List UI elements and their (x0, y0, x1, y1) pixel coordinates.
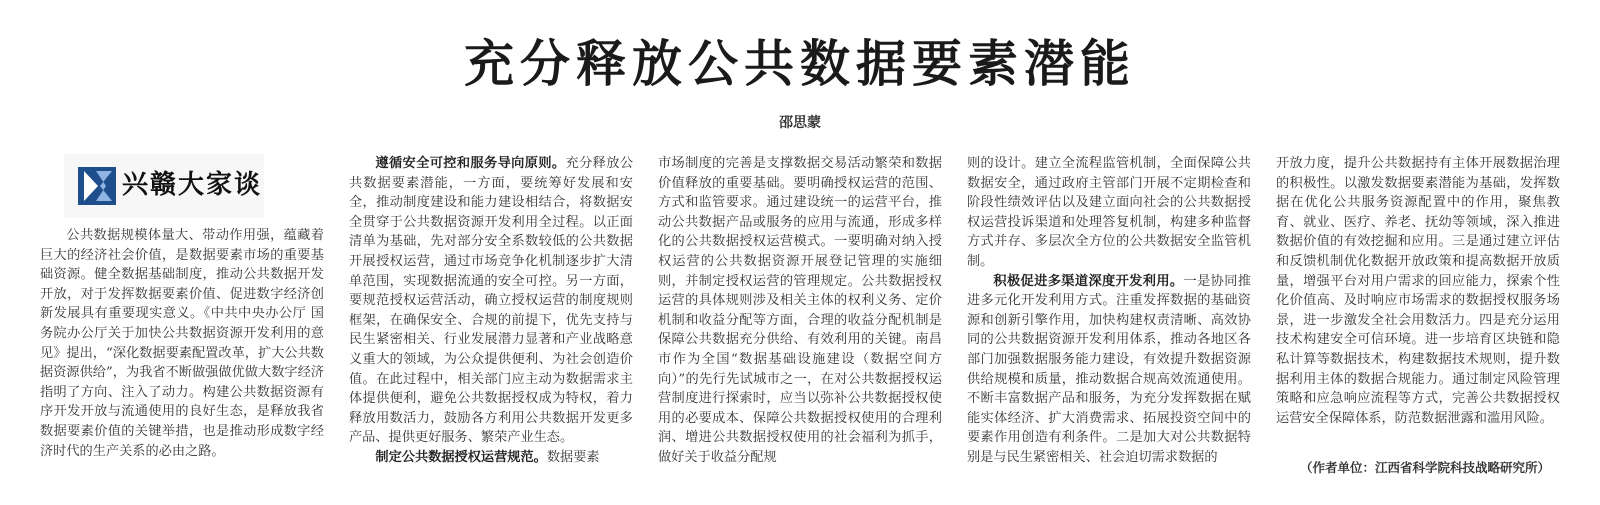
paragraph-text: 充分释放公共数据要素潜能，一方面，要统筹好发展和安全，推动制度建设和能力建设相结合，将数据安全贯穿于公共数据资源开发利用全过程。以正面清单为基础，先对部分安全系数较低的公共数据开展授权运营，通过市场竞争化机制逐步扩大清单范围，实现数据流通的安全可控。另一方面，要规范授权运营活动，确立授权运营的制度规则框架，在确保安全、合规的前提下，优先支持与民生紧密相关、行业发展潜力显著和产业战略意义重大的领域，为公众提供便利、为社会创造价值。在此过程中，相关部门应主动为数据需求主体提供便利，避免公共数据授权成为特权，着力释放用数活力，鼓励各方利用公共数据开发更多产品、提供更好服务、繁荣产业生态。 (349, 156, 633, 446)
paragraph: 公共数据规模体量大、带动作用强，蕴藏着巨大的经济社会价值，是数据要素市场的重要基础资源。健全数据基础制度，推动公共数据开发开放，对于发挥数据要素价值、促进数字经济创新发展具有重要现实意义。《中共中央办公厅 国务院办公厅关于加快公共数据资源开发利用的意见》提出，“深化数据要素配置改革，扩大公共数据资源供给”，为我省不断做强做优做大数字经济指明了方向、注入了动力。构建公共数据资源有序开发开放与流通使用的良好生态，是释放我省数据要素价值的关键举措，也是推动形成数字经济时代的生产关系的必由之路。 (40, 228, 324, 459)
paragraph (349, 448, 633, 468)
paragraph: 市场制度的完善是支撑数据交易活动繁荣和数据价值释放的重要基础。要明确授权运营的范围、方式和监管要求。通过建设统一的运营平台，推动公共数据产品或服务的应用与流通，形成多样化的公共数据授权运营模式。一要明确对纳入授权运营的公共数据资源开展登记管理的实施细则，并制定授权运营的管理规定。公共数据授权运营的具体规则涉及相关主体的权利义务、定价机制和收益分配等方面，合理的收益分配机制是保障公共数据充分供给、有效利用的关键。南昌市作为全国“数据基础设施建设（数据空间方向）”的先行先试城市之一，在对公共数据授权运营制度进行探索时，应当以弥补公共数据授权使用的必要成本、保障公共数据授权使用的合理利润、增进公共数据授权使用的社会福利为抓手，做好关于收益分配规 (658, 156, 942, 465)
column-5 (1276, 154, 1560, 498)
column-4 (967, 154, 1251, 498)
column-logo (64, 154, 264, 218)
paragraph: 开放力度，提升公共数据持有主体开展数据治理的积极性。以激发数据要素潜能为基础，发挥数据在优化公共服务资源配置中的作用，聚焦教育、就业、医疗、养老、抚幼等领域，深入推进数据价值的有效挖掘和应用。三是通过建立评估和反馈机制优化数据开放政策和提高数据开放质量，增强平台对用户需求的回应能力，探索个性化价值高、及时响应市场需求的数据授权服务场景，进一步激发全社会用数活力。四是充分运用技术构建安全可信环境。进一步培育区块链和隐私计算等数据技术，构建数据技术规则，提升数据利用主体的数据合规能力。通过制定风险管理策略和应急响应流程等方式，完善公共数据授权运营安全保障体系，防范数据泄露和滥用风险。 (1276, 156, 1560, 426)
paragraph: 则的设计。建立全流程监管机制，全面保障公共数据安全，通过政府主管部门开展不定期检查和阶段性绩效评估以及建立面向社会的公共数据授权运营投诉渠道和处理答复机制，构建多种监督方式并存、多层次全方位的公共数据安全监管机制。 (967, 156, 1251, 269)
logo-mark-icon (78, 167, 116, 205)
column-1 (40, 154, 324, 498)
author-affiliation: （作者单位：江西省科学院科技战略研究所） (1299, 460, 1550, 475)
column-logo-text: 兴赣大家谈 (122, 170, 263, 201)
section-heading: 制定公共数据授权运营规范。 (375, 449, 547, 465)
article-title: 充分释放公共数据要素潜能 (464, 34, 1136, 93)
column-2 (349, 154, 633, 498)
paragraph-text: 一是协同推进多元化开发利用方式。注重发挥数据的基础资源和创新引擎作用，加快构建权责清晰、高效协同的公共数据资源开发利用体系，推动各地区各部门加强数据服务能力建设，有效提升数据资源供给规模和质量，推动数据合规高效流通使用。不断丰富数据产品和服务，为充分发挥数据在赋能实体经济、扩大消费需求、拓展投资空间中的要素作用创造有利条件。二是加大对公共数据特别是与民生紧密相关、社会迫切需求数据的 (967, 273, 1251, 465)
article-author: 邵思蒙 (779, 115, 821, 131)
article-body (40, 154, 1560, 498)
column-3 (658, 154, 942, 498)
section-heading: 遵循安全可控和服务导向原则。 (375, 156, 566, 171)
section-heading: 积极促进多渠道深度开发利用。 (993, 273, 1184, 289)
paragraph-text: 数据要素 (546, 449, 600, 465)
paragraph (349, 154, 633, 448)
paragraph (967, 272, 1251, 468)
